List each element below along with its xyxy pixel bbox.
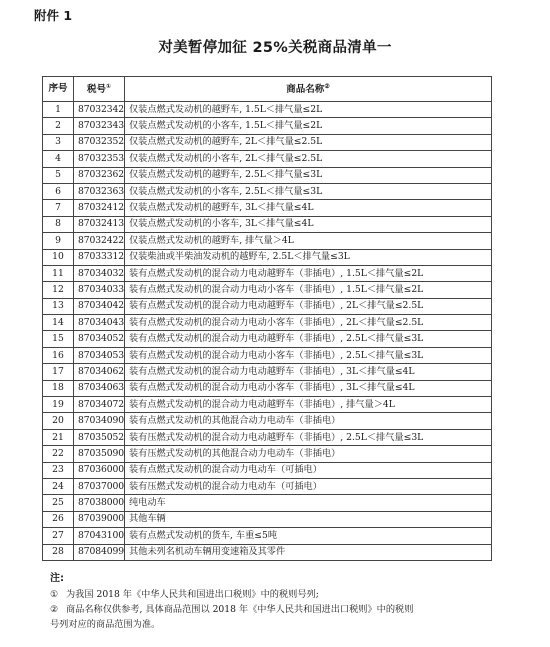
table-row: [43, 216, 492, 232]
row-number: 19: [43, 397, 74, 413]
note-marker: ①: [50, 589, 59, 600]
table-row: [43, 118, 492, 134]
tariff-code: 87043100: [74, 528, 125, 544]
table-row: [43, 167, 492, 183]
tariff-code: 87035090: [74, 446, 125, 462]
table-row: [43, 413, 492, 429]
tariff-code: 87032353: [74, 151, 125, 167]
row-number: 10: [43, 249, 74, 265]
table-row: [43, 380, 492, 396]
table-row: [43, 511, 492, 527]
table-row: [43, 183, 492, 199]
table-row: [43, 249, 492, 265]
product-name: 装有点燃式发动机的混合动力电动越野车（非插电）, 2.5L＜排气量≤3L: [125, 331, 492, 347]
tariff-code: 87037000: [74, 478, 125, 494]
note-item: [50, 587, 520, 602]
product-name: 装有点燃式发动机的其他混合动力电动车（非插电）: [125, 413, 492, 429]
row-number: 12: [43, 282, 74, 298]
tariff-code: 87034063: [74, 380, 125, 396]
row-number: 24: [43, 478, 74, 494]
row-number: 11: [43, 265, 74, 281]
goods-table: [42, 76, 492, 561]
row-number: 25: [43, 495, 74, 511]
product-name: 仅装点燃式发动机的越野车, 2.5L＜排气量≤3L: [125, 167, 492, 183]
table-row: [43, 282, 492, 298]
table-row: [43, 478, 492, 494]
table-row: [43, 347, 492, 363]
table-row: [43, 331, 492, 347]
tariff-code: 87032413: [74, 216, 125, 232]
note-continuation: 号列对应的商品范围为准。: [50, 619, 161, 630]
product-name: 仅装点燃式发动机的越野车, 1.5L＜排气量≤2L: [125, 102, 492, 118]
table-row: [43, 528, 492, 544]
note-item: [50, 602, 520, 617]
table-row: [43, 298, 492, 314]
product-name: 装有点燃式发动机的混合动力电动小客车（非插电）, 2L＜排气量≤2.5L: [125, 315, 492, 331]
column-header-code: 税号①: [74, 77, 125, 102]
tariff-code: 87033312: [74, 249, 125, 265]
table-row: [43, 462, 492, 478]
notes-section: [50, 571, 520, 632]
product-name: 仅装点燃式发动机的越野车, 3L＜排气量≤4L: [125, 200, 492, 216]
row-number: 8: [43, 216, 74, 232]
row-number: 17: [43, 364, 74, 380]
product-name: 仅装点燃式发动机的越野车, 2L＜排气量≤2.5L: [125, 134, 492, 150]
product-name: 仅装柴油或半柴油发动机的越野车, 2.5L＜排气量≤3L: [125, 249, 492, 265]
tariff-code: 87034072: [74, 397, 125, 413]
table-row: [43, 102, 492, 118]
row-number: 15: [43, 331, 74, 347]
table-row: [43, 134, 492, 150]
product-name: 装有点燃式发动机的混合动力电动越野车（非插电）, 排气量＞4L: [125, 397, 492, 413]
column-header-name: 商品名称②: [125, 77, 492, 102]
table-row: [43, 544, 492, 560]
row-number: 5: [43, 167, 74, 183]
product-name: 装有点燃式发动机的混合动力电动越野车（非插电）, 1.5L＜排气量≤2L: [125, 265, 492, 281]
note-text: 商品名称仅供参考, 具体商品范围以 2018 年《中华人民共和国进出口税则》中的税则: [66, 604, 414, 615]
row-number: 3: [43, 134, 74, 150]
row-number: 7: [43, 200, 74, 216]
tariff-code: 87034042: [74, 298, 125, 314]
table-body: [43, 102, 492, 561]
row-number: 6: [43, 183, 74, 199]
table-row: [43, 265, 492, 281]
tariff-code: 87034052: [74, 331, 125, 347]
product-name: 仅装点燃式发动机的小客车, 3L＜排气量≤4L: [125, 216, 492, 232]
column-header-no: 序号: [43, 77, 74, 102]
tariff-code: 87032422: [74, 233, 125, 249]
product-name: 装有点燃式发动机的混合动力电动越野车（非插电）, 3L＜排气量≤4L: [125, 364, 492, 380]
product-name: 装有压燃式发动机的混合动力电动越野车（非插电）, 2.5L＜排气量≤3L: [125, 429, 492, 445]
row-number: 1: [43, 102, 74, 118]
document-title: 对美暂停加征 25%关税商品清单一: [158, 40, 392, 56]
product-name: 仅装点燃式发动机的小客车, 2.5L＜排气量≤3L: [125, 183, 492, 199]
tariff-code: 87039000: [74, 511, 125, 527]
row-number: 2: [43, 118, 74, 134]
note-text: 为我国 2018 年《中华人民共和国进出口税则》中的税则号列;: [66, 589, 319, 600]
notes-heading: 注:: [50, 573, 64, 584]
tariff-code: 87035052: [74, 429, 125, 445]
tariff-code: 87038000: [74, 495, 125, 511]
product-name: 其他未列名机动车辆用变速箱及其零件: [125, 544, 492, 560]
attachment-label: 附件 1: [34, 8, 73, 23]
tariff-code: 87034090: [74, 413, 125, 429]
tariff-code: 87032362: [74, 167, 125, 183]
table-row: [43, 233, 492, 249]
tariff-code: 87032412: [74, 200, 125, 216]
product-name: 装有压燃式发动机的其他混合动力电动车（非插电）: [125, 446, 492, 462]
tariff-code: 87032352: [74, 134, 125, 150]
tariff-code: 87034033: [74, 282, 125, 298]
product-name: 装有压燃式发动机的混合动力电动车（可插电）: [125, 478, 492, 494]
row-number: 27: [43, 528, 74, 544]
row-number: 9: [43, 233, 74, 249]
table-row: [43, 364, 492, 380]
row-number: 13: [43, 298, 74, 314]
footnote-mark-2: ②: [324, 83, 330, 91]
product-name: 装有点燃式发动机的混合动力电动小客车（非插电）, 2.5L＜排气量≤3L: [125, 347, 492, 363]
tariff-code: 87032343: [74, 118, 125, 134]
product-name: 装有点燃式发动机的货车, 车重≤5吨: [125, 528, 492, 544]
product-name: 仅装点燃式发动机的越野车, 排气量＞4L: [125, 233, 492, 249]
tariff-code: 87034053: [74, 347, 125, 363]
row-number: 20: [43, 413, 74, 429]
tariff-code: 87034043: [74, 315, 125, 331]
tariff-code: 87034062: [74, 364, 125, 380]
product-name: 其他车辆: [125, 511, 492, 527]
row-number: 4: [43, 151, 74, 167]
row-number: 18: [43, 380, 74, 396]
product-name: 装有点燃式发动机的混合动力电动车（可插电）: [125, 462, 492, 478]
tariff-code: 87036000: [74, 462, 125, 478]
row-number: 16: [43, 347, 74, 363]
table-row: [43, 397, 492, 413]
row-number: 28: [43, 544, 74, 560]
table-row: [43, 200, 492, 216]
footnote-mark-1: ①: [105, 83, 112, 91]
tariff-code: 87034032: [74, 265, 125, 281]
row-number: 23: [43, 462, 74, 478]
row-number: 21: [43, 429, 74, 445]
table-row: [43, 446, 492, 462]
row-number: 22: [43, 446, 74, 462]
row-number: 14: [43, 315, 74, 331]
product-name: 纯电动车: [125, 495, 492, 511]
product-name: 仅装点燃式发动机的小客车, 1.5L＜排气量≤2L: [125, 118, 492, 134]
tariff-code: 87032342: [74, 102, 125, 118]
tariff-code: 87032363: [74, 183, 125, 199]
table-row: [43, 429, 492, 445]
product-name: 仅装点燃式发动机的小客车, 2L＜排气量≤2.5L: [125, 151, 492, 167]
note-marker: ②: [50, 604, 59, 615]
product-name: 装有点燃式发动机的混合动力电动小客车（非插电）, 1.5L＜排气量≤2L: [125, 282, 492, 298]
row-number: 26: [43, 511, 74, 527]
product-name: 装有点燃式发动机的混合动力电动小客车（非插电）, 3L＜排气量≤4L: [125, 380, 492, 396]
table-row: [43, 315, 492, 331]
tariff-code: 87084099: [74, 544, 125, 560]
product-name: 装有点燃式发动机的混合动力电动越野车（非插电）, 2L＜排气量≤2.5L: [125, 298, 492, 314]
table-row: [43, 495, 492, 511]
table-header-row: [43, 77, 492, 102]
table-row: [43, 151, 492, 167]
